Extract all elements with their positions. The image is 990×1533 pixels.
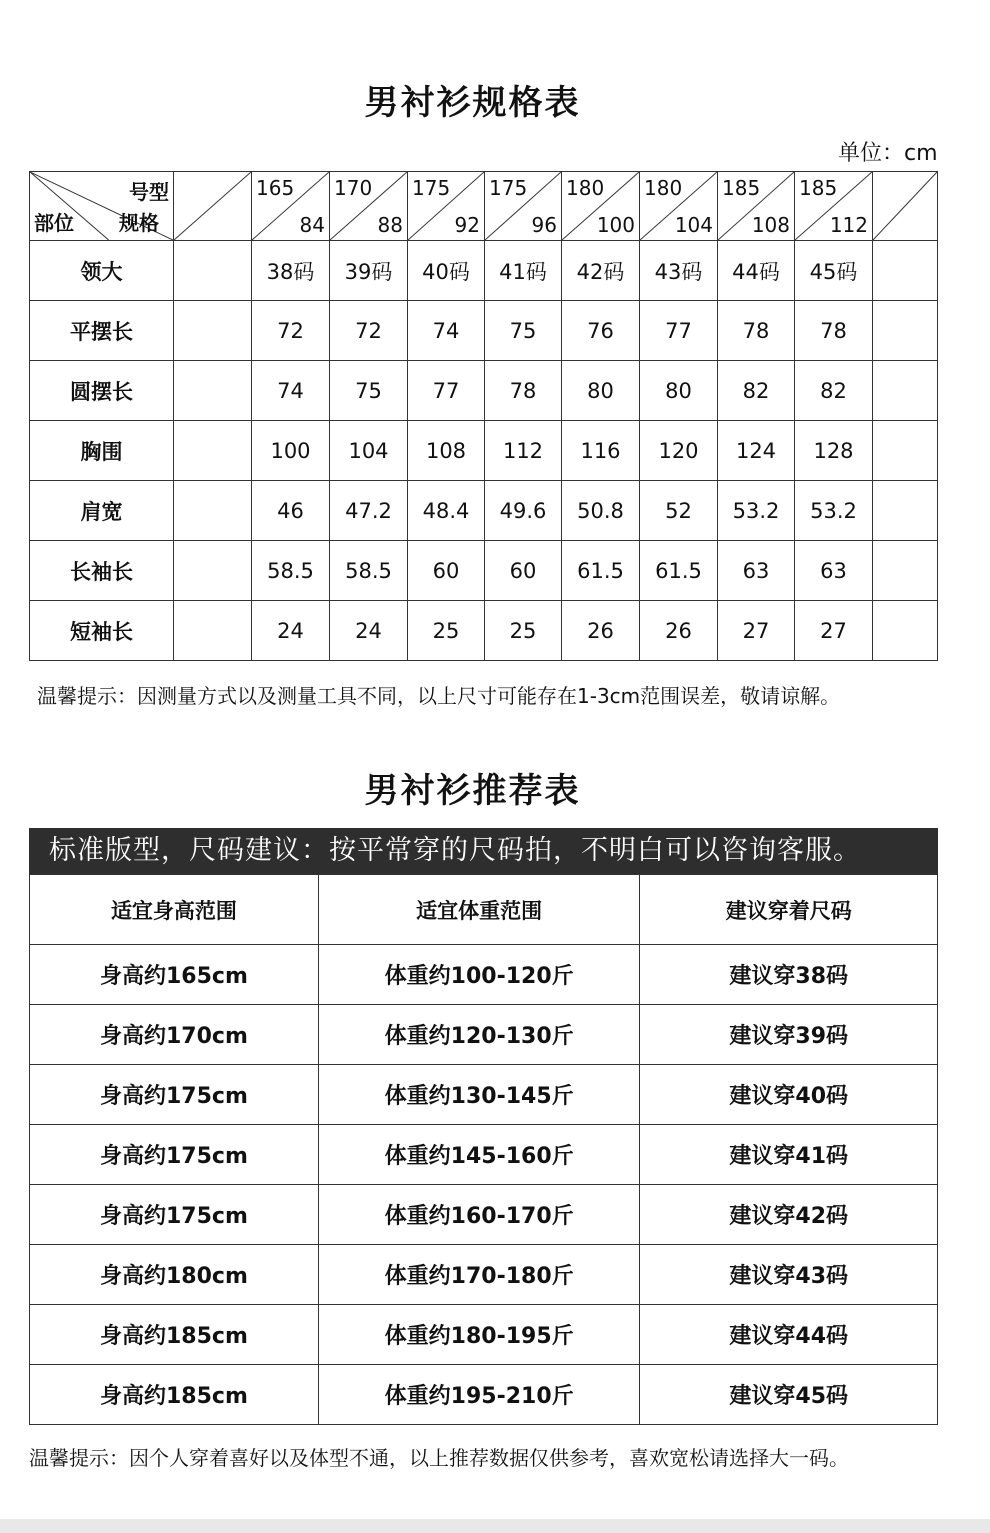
size-height: 170 bbox=[334, 176, 373, 200]
table-cell: 78 bbox=[795, 301, 873, 361]
table-cell: 63 bbox=[795, 541, 873, 601]
table-cell: 建议穿43码 bbox=[640, 1245, 938, 1305]
table-cell: 建议穿41码 bbox=[640, 1125, 938, 1185]
table-cell: 46 bbox=[252, 481, 330, 541]
table-cell: 建议穿38码 bbox=[640, 945, 938, 1005]
size-height: 175 bbox=[412, 176, 451, 200]
table-cell: 78 bbox=[485, 361, 562, 421]
table-cell: 身高约170cm bbox=[30, 1005, 319, 1065]
empty-cell bbox=[174, 541, 252, 601]
row-label: 肩宽 bbox=[30, 481, 174, 541]
table-row bbox=[30, 1365, 938, 1425]
table-cell: 100 bbox=[252, 421, 330, 481]
table-cell: 体重约160-170斤 bbox=[318, 1185, 640, 1245]
size-header-cell bbox=[562, 172, 640, 241]
table-cell: 25 bbox=[485, 601, 562, 661]
recommend-table-title: 男衬衫推荐表 bbox=[364, 771, 581, 811]
table-cell: 53.2 bbox=[795, 481, 873, 541]
table-cell: 61.5 bbox=[640, 541, 718, 601]
table-cell: 60 bbox=[408, 541, 485, 601]
table-cell: 38码 bbox=[252, 241, 330, 301]
empty-cell bbox=[873, 601, 938, 661]
size-chest: 96 bbox=[531, 213, 557, 237]
size-chest: 108 bbox=[751, 213, 790, 237]
table-row bbox=[30, 1005, 938, 1065]
empty-cell bbox=[873, 541, 938, 601]
table-cell: 52 bbox=[640, 481, 718, 541]
table-cell: 建议穿39码 bbox=[640, 1005, 938, 1065]
row-label: 胸围 bbox=[30, 421, 174, 481]
table-cell: 49.6 bbox=[485, 481, 562, 541]
table-cell: 77 bbox=[640, 301, 718, 361]
table-row bbox=[30, 481, 938, 541]
table-cell: 82 bbox=[718, 361, 795, 421]
size-advice-banner: 标准版型，尺码建议：按平常穿的尺码拍，不明白可以咨询客服。 bbox=[29, 828, 938, 874]
row-label: 短袖长 bbox=[30, 601, 174, 661]
corner-label-part: 部位 bbox=[34, 211, 74, 235]
spec-table bbox=[29, 171, 938, 661]
empty-cell bbox=[174, 481, 252, 541]
table-cell: 身高约175cm bbox=[30, 1065, 319, 1125]
table-row bbox=[30, 301, 938, 361]
unit-label: 单位：cm bbox=[838, 141, 938, 166]
table-cell: 104 bbox=[330, 421, 408, 481]
table-cell: 80 bbox=[640, 361, 718, 421]
recommend-table bbox=[29, 874, 938, 1425]
table-cell: 44码 bbox=[718, 241, 795, 301]
table-cell: 建议穿40码 bbox=[640, 1065, 938, 1125]
table-row bbox=[30, 361, 938, 421]
table-row bbox=[30, 1305, 938, 1365]
table-cell: 27 bbox=[795, 601, 873, 661]
size-chest: 88 bbox=[377, 213, 403, 237]
table-cell: 40码 bbox=[408, 241, 485, 301]
size-height: 180 bbox=[566, 176, 605, 200]
empty-header-cell bbox=[873, 172, 938, 241]
table-cell: 48.4 bbox=[408, 481, 485, 541]
table-cell: 体重约120-130斤 bbox=[318, 1005, 640, 1065]
table-cell: 74 bbox=[252, 361, 330, 421]
table-cell: 体重约195-210斤 bbox=[318, 1365, 640, 1425]
table-cell: 72 bbox=[330, 301, 408, 361]
size-chest: 112 bbox=[829, 213, 868, 237]
table-cell: 建议穿45码 bbox=[640, 1365, 938, 1425]
table-cell: 24 bbox=[252, 601, 330, 661]
corner-label-spec: 规格 bbox=[119, 211, 159, 235]
table-row bbox=[30, 1185, 938, 1245]
table-cell: 61.5 bbox=[562, 541, 640, 601]
size-height: 165 bbox=[256, 176, 295, 200]
column-header: 适宜体重范围 bbox=[318, 875, 640, 945]
table-row bbox=[30, 541, 938, 601]
size-height: 185 bbox=[722, 176, 761, 200]
table-cell: 26 bbox=[640, 601, 718, 661]
empty-cell bbox=[174, 361, 252, 421]
row-label: 长袖长 bbox=[30, 541, 174, 601]
table-cell: 80 bbox=[562, 361, 640, 421]
table-cell: 112 bbox=[485, 421, 562, 481]
row-label: 平摆长 bbox=[30, 301, 174, 361]
size-chest: 92 bbox=[454, 213, 480, 237]
size-chest: 84 bbox=[299, 213, 325, 237]
table-cell: 58.5 bbox=[252, 541, 330, 601]
table-cell: 108 bbox=[408, 421, 485, 481]
table-cell: 63 bbox=[718, 541, 795, 601]
table-cell: 身高约165cm bbox=[30, 945, 319, 1005]
spec-note: 温馨提示：因测量方式以及测量工具不同，以上尺寸可能存在1-3cm范围误差，敬请谅解。 bbox=[37, 684, 841, 708]
row-label: 圆摆长 bbox=[30, 361, 174, 421]
size-header-cell bbox=[485, 172, 562, 241]
table-cell: 128 bbox=[795, 421, 873, 481]
size-chest: 104 bbox=[674, 213, 713, 237]
column-header: 适宜身高范围 bbox=[30, 875, 319, 945]
table-cell: 78 bbox=[718, 301, 795, 361]
table-cell: 116 bbox=[562, 421, 640, 481]
spec-table-title: 男衬衫规格表 bbox=[364, 83, 581, 123]
empty-cell bbox=[873, 361, 938, 421]
size-header-cell bbox=[718, 172, 795, 241]
table-cell: 身高约185cm bbox=[30, 1365, 319, 1425]
table-row bbox=[30, 1125, 938, 1185]
table-cell: 25 bbox=[408, 601, 485, 661]
corner-header-cell bbox=[30, 172, 174, 241]
table-cell: 26 bbox=[562, 601, 640, 661]
table-cell: 建议穿42码 bbox=[640, 1185, 938, 1245]
size-header-cell bbox=[408, 172, 485, 241]
size-header-cell bbox=[252, 172, 330, 241]
size-height: 175 bbox=[489, 176, 528, 200]
table-cell: 58.5 bbox=[330, 541, 408, 601]
table-cell: 39码 bbox=[330, 241, 408, 301]
table-cell: 75 bbox=[485, 301, 562, 361]
table-cell: 身高约180cm bbox=[30, 1245, 319, 1305]
recommend-note: 温馨提示：因个人穿着喜好以及体型不通，以上推荐数据仅供参考，喜欢宽松请选择大一码。 bbox=[29, 1446, 849, 1470]
table-cell: 体重约130-145斤 bbox=[318, 1065, 640, 1125]
table-cell: 82 bbox=[795, 361, 873, 421]
table-cell: 42码 bbox=[562, 241, 640, 301]
table-row bbox=[30, 241, 938, 301]
table-cell: 身高约175cm bbox=[30, 1185, 319, 1245]
table-cell: 50.8 bbox=[562, 481, 640, 541]
table-cell: 74 bbox=[408, 301, 485, 361]
table-cell: 身高约185cm bbox=[30, 1305, 319, 1365]
size-header-cell bbox=[640, 172, 718, 241]
table-cell: 43码 bbox=[640, 241, 718, 301]
size-header-cell bbox=[795, 172, 873, 241]
size-height: 180 bbox=[644, 176, 683, 200]
empty-cell bbox=[174, 601, 252, 661]
table-cell: 75 bbox=[330, 361, 408, 421]
empty-cell bbox=[174, 421, 252, 481]
table-cell: 建议穿44码 bbox=[640, 1305, 938, 1365]
column-header: 建议穿着尺码 bbox=[640, 875, 938, 945]
row-label: 领大 bbox=[30, 241, 174, 301]
empty-cell bbox=[873, 241, 938, 301]
table-cell: 24 bbox=[330, 601, 408, 661]
table-cell: 120 bbox=[640, 421, 718, 481]
table-row bbox=[30, 945, 938, 1005]
empty-cell bbox=[873, 301, 938, 361]
table-cell: 77 bbox=[408, 361, 485, 421]
empty-cell bbox=[174, 241, 252, 301]
table-cell: 41码 bbox=[485, 241, 562, 301]
table-cell: 47.2 bbox=[330, 481, 408, 541]
size-chest: 100 bbox=[596, 213, 635, 237]
table-cell: 60 bbox=[485, 541, 562, 601]
table-cell: 身高约175cm bbox=[30, 1125, 319, 1185]
empty-header-cell bbox=[174, 172, 252, 241]
size-height: 185 bbox=[799, 176, 838, 200]
table-row bbox=[30, 1065, 938, 1125]
table-cell: 27 bbox=[718, 601, 795, 661]
empty-cell bbox=[873, 421, 938, 481]
table-cell: 124 bbox=[718, 421, 795, 481]
corner-label-size-type: 号型 bbox=[129, 180, 169, 204]
table-row bbox=[30, 601, 938, 661]
page-footer-bar bbox=[0, 1519, 990, 1533]
table-row bbox=[30, 1245, 938, 1305]
empty-cell bbox=[174, 301, 252, 361]
table-cell: 76 bbox=[562, 301, 640, 361]
size-header-cell bbox=[330, 172, 408, 241]
table-cell: 45码 bbox=[795, 241, 873, 301]
table-cell: 体重约100-120斤 bbox=[318, 945, 640, 1005]
empty-cell bbox=[873, 481, 938, 541]
table-cell: 体重约145-160斤 bbox=[318, 1125, 640, 1185]
table-row bbox=[30, 421, 938, 481]
table-cell: 体重约170-180斤 bbox=[318, 1245, 640, 1305]
table-cell: 72 bbox=[252, 301, 330, 361]
table-cell: 体重约180-195斤 bbox=[318, 1305, 640, 1365]
table-cell: 53.2 bbox=[718, 481, 795, 541]
